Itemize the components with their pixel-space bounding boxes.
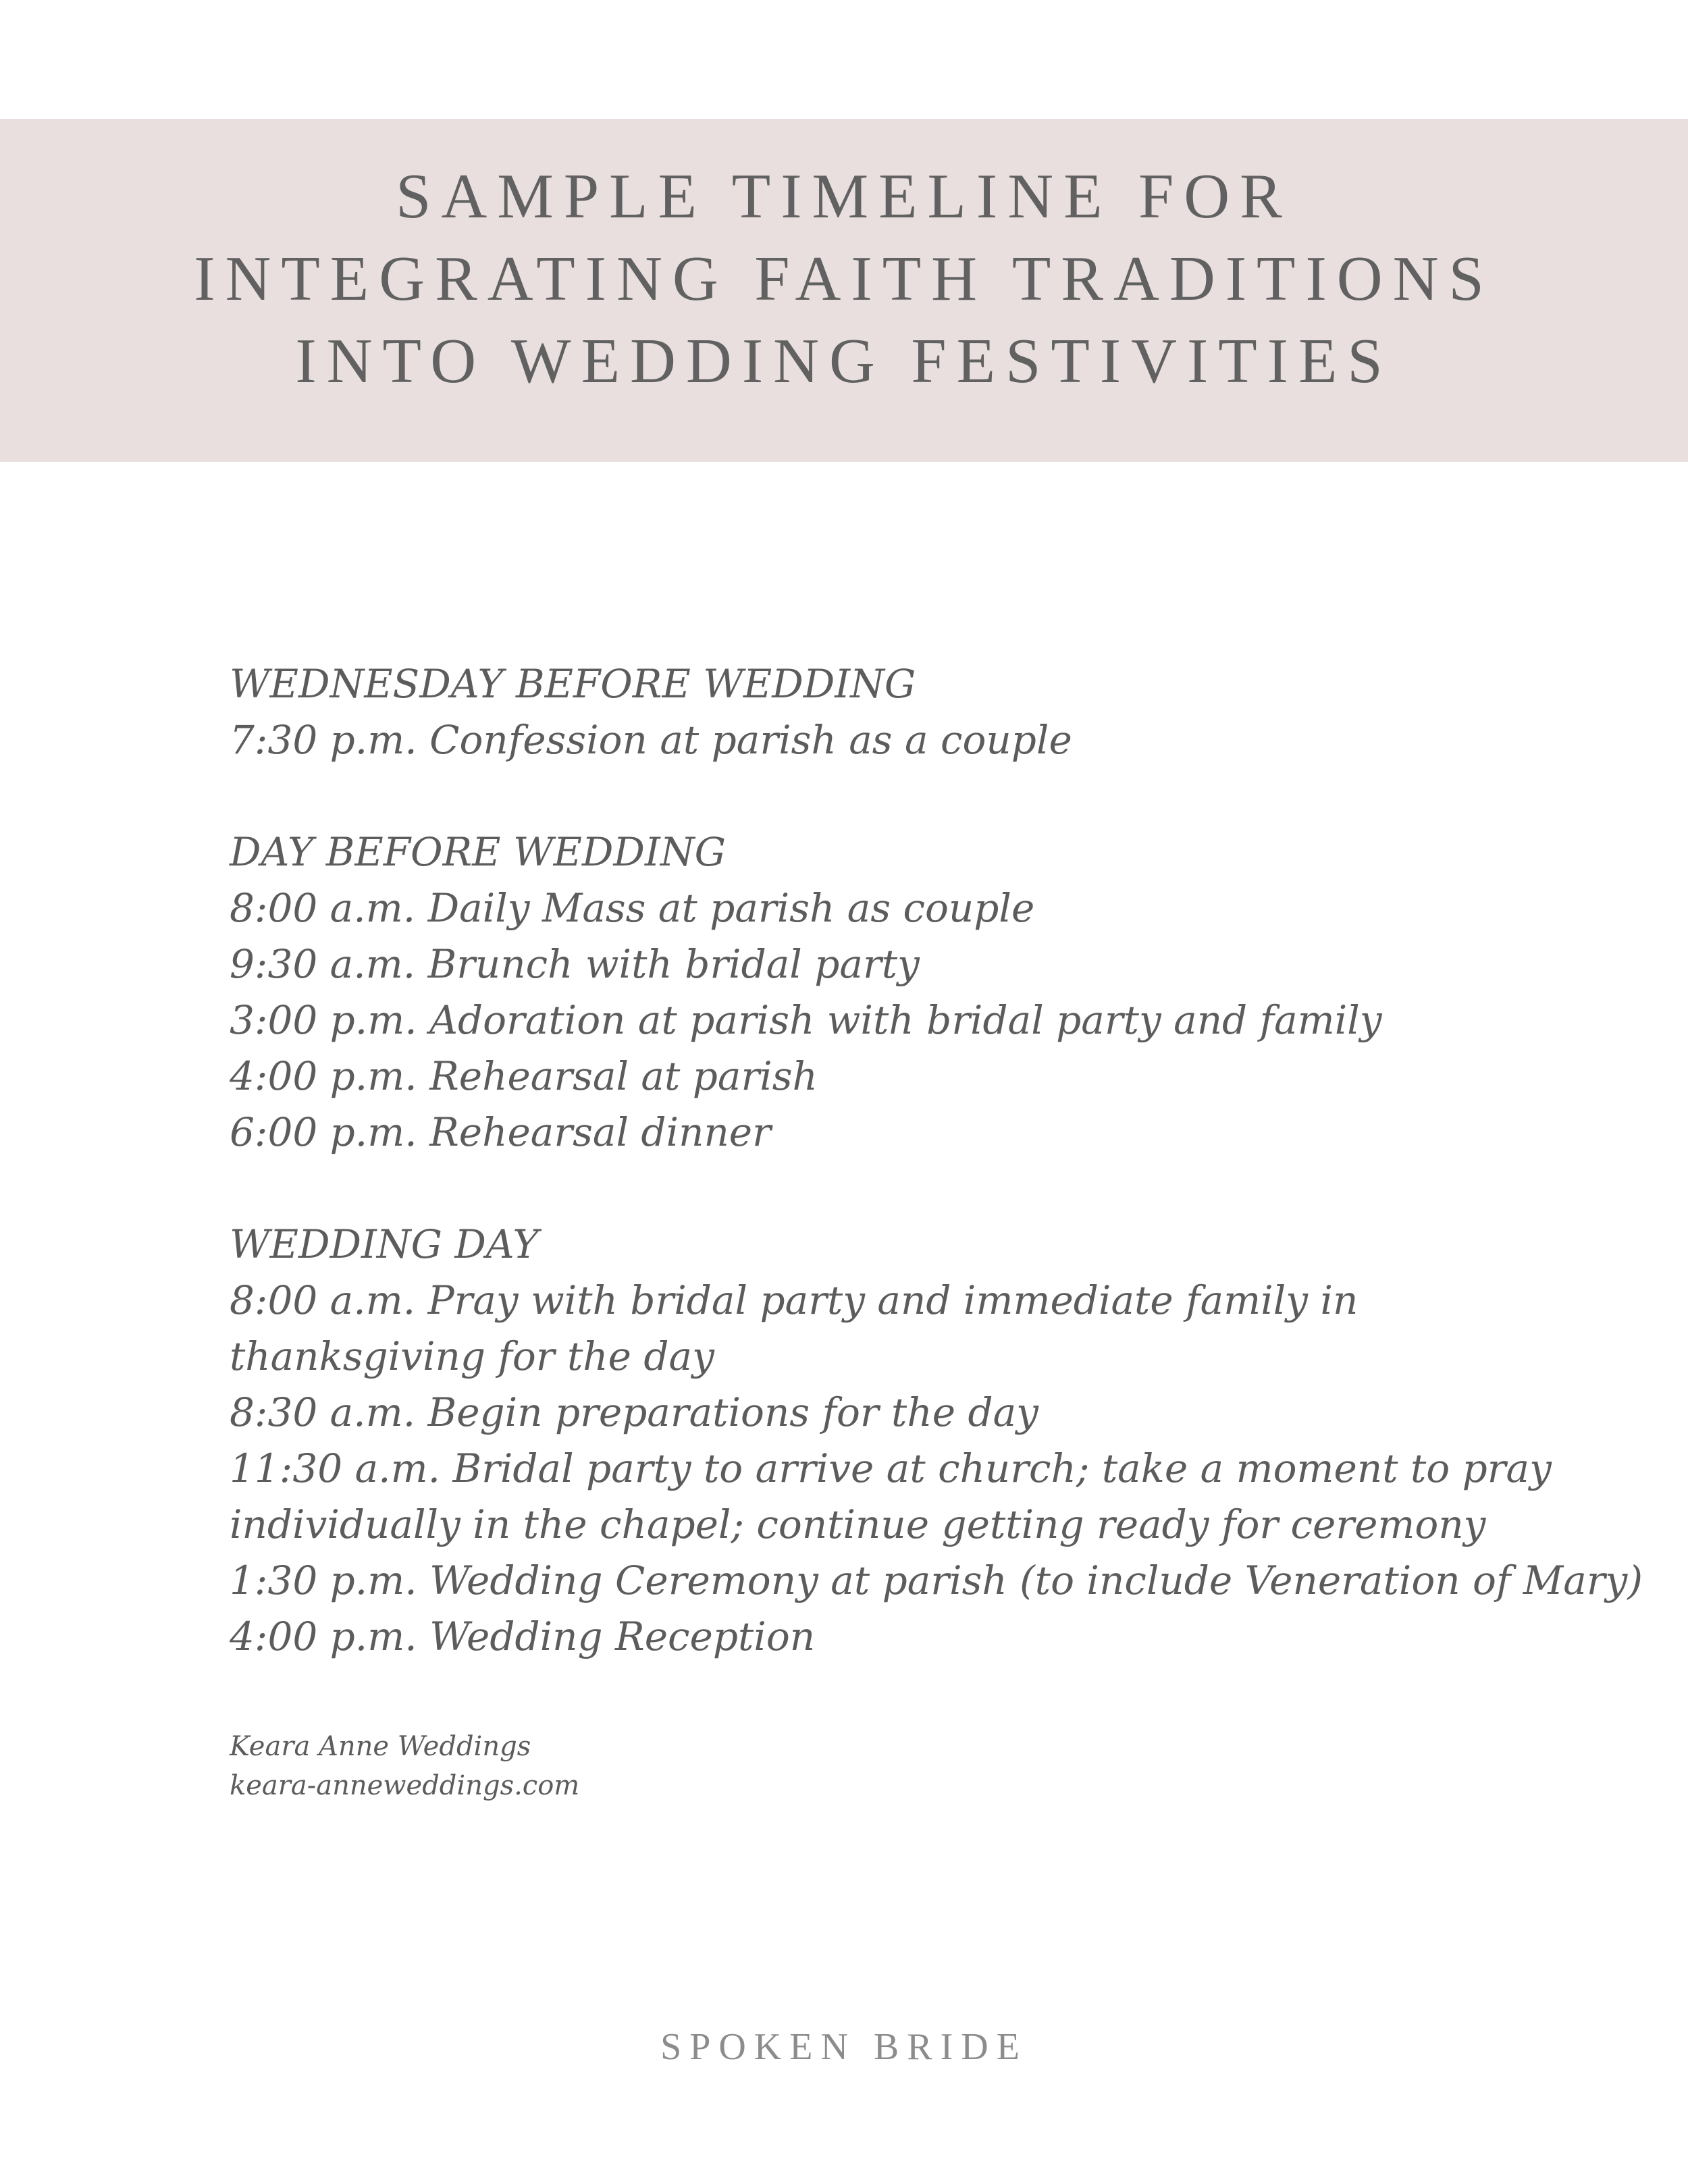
event-line: 1:30 p.m. Wedding Ceremony at parish (to include Veneration of Mary) [230, 1557, 1643, 1603]
section-heading: WEDNESDAY BEFORE WEDDING [230, 661, 916, 707]
event-line: 8:30 a.m. Begin preparations for the day [230, 1389, 1038, 1435]
section-wedding-day [230, 1217, 1643, 1665]
event-line: 3:00 p.m. Adoration at parish with bridal party and family [230, 997, 1382, 1043]
credit-website: keara-anneweddings.com [230, 1770, 580, 1801]
title-line: SAMPLE TIMELINE FOR [396, 161, 1292, 232]
event-line: 8:00 a.m. Pray with bridal party and immediate family in [230, 1277, 1359, 1323]
event-line: 6:00 p.m. Rehearsal dinner [230, 1109, 771, 1155]
section-day-before-wedding [230, 824, 1580, 1161]
section-heading: DAY BEFORE WEDDING [230, 829, 726, 875]
event-line: individually in the chapel; continue getting ready for ceremony [230, 1501, 1486, 1547]
section-wednesday-before-wedding [230, 656, 1580, 768]
event-line: 4:00 p.m. Rehearsal at parish [230, 1053, 818, 1099]
section-heading: WEDDING DAY [230, 1221, 539, 1267]
event-line: 7:30 p.m. Confession at parish as a couple [230, 717, 1072, 763]
footer-brand: SPOKEN BRIDE [660, 2026, 1028, 2068]
title-line: INTO WEDDING FESTIVITIES [295, 326, 1393, 396]
event-line: thanksgiving for the day [230, 1333, 714, 1379]
event-line: 8:00 a.m. Daily Mass at parish as couple [230, 885, 1035, 931]
page-title [0, 155, 1688, 402]
event-line: 11:30 a.m. Bridal party to arrive at church; take a moment to pray [230, 1445, 1552, 1491]
credit-name: Keara Anne Weddings [230, 1731, 531, 1762]
title-line: INTEGRATING FAITH TRADITIONS [194, 244, 1494, 314]
timeline [230, 656, 1643, 1721]
event-line: 4:00 p.m. Wedding Reception [230, 1614, 816, 1659]
event-line: 9:30 a.m. Brunch with bridal party [230, 941, 920, 987]
credit-block [230, 1727, 579, 1805]
